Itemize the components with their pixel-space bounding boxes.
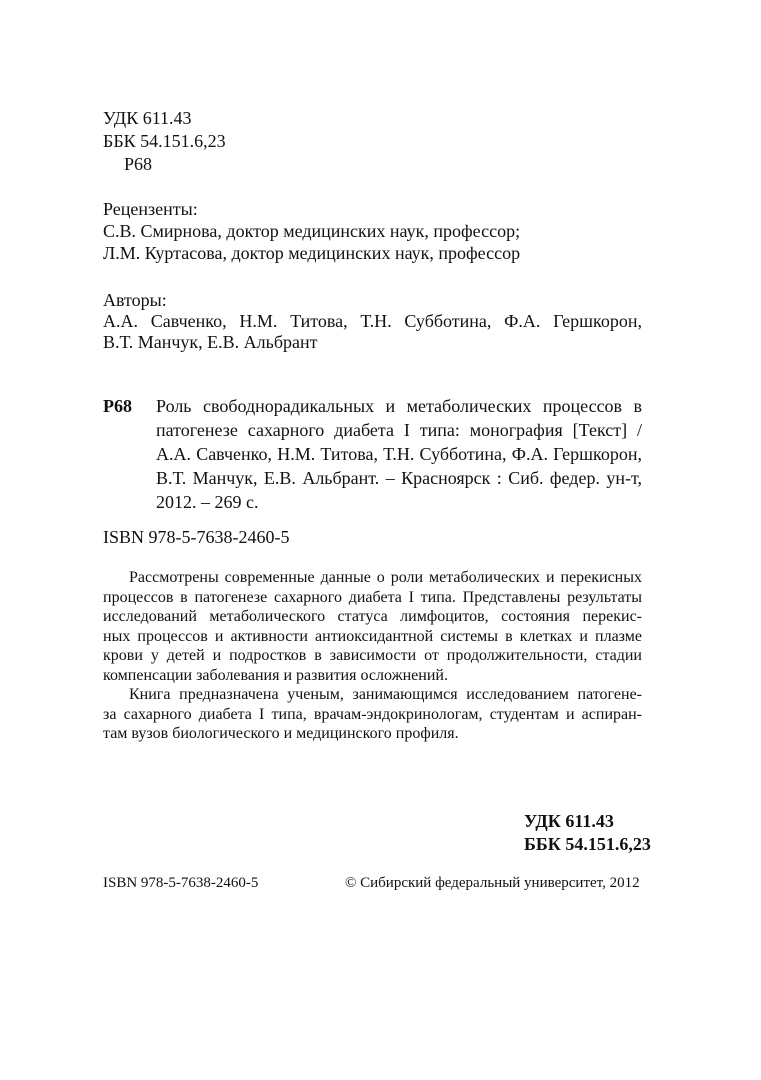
annotation-line: ных процессов и активности антиоксидантной системы в клетках и плазме (103, 627, 642, 645)
annotation-line: компенсации заболевания и развития осложнений. (103, 666, 448, 684)
annotation-line: за сахарного диабета I типа, врачам-эндокринологам, студентам и аспиран- (103, 705, 642, 723)
reviewer-item: Л.М. Куртасова, доктор медицинских наук, профессор (103, 243, 521, 263)
authors-line: В.Т. Манчук, Е.В. Альбрант (103, 332, 318, 352)
author-mark: Р68 (124, 154, 153, 174)
reviewer-item: С.В. Смирнова, доктор медицинских наук, профессор; (103, 221, 521, 241)
annotation-line: исследований метаболического статуса лимфоцитов, состояния перекис- (103, 608, 642, 625)
footer-copyright: © Сибирский федеральный университет, 2012 (345, 875, 640, 891)
annotation (103, 568, 642, 744)
annotation-line: процессов в патогенезе сахарного диабета I типа. Представлены результаты (103, 588, 642, 606)
annotation-line: крови у детей и подростков в зависимости от продолжительности, стадии (103, 647, 642, 664)
isbn: ISBN 978-5-7638-2460-5 (103, 527, 290, 547)
bbk-code: ББК 54.151.6,23 (103, 131, 226, 151)
reviewers-heading: Рецензенты: (103, 199, 198, 219)
bib-line: А.А. Савченко, Н.М. Титова, Т.Н. Субботина, Ф.А. Гершкорон, (156, 444, 642, 464)
footer-udk-code: УДК 611.43 (524, 811, 614, 831)
annotation-line: Рассмотрены современные данные о роли метаболических и перекисных (129, 569, 642, 586)
annotation-line: там вузов биологического и медицинского профиля. (103, 725, 459, 742)
udk-code: УДК 611.43 (103, 108, 192, 128)
authors-line: А.А. Савченко, Н.М. Титова, Т.Н. Субботина, Ф.А. Гершкорон, (103, 311, 642, 331)
annotation-line: Книга предназначена ученым, занимающимся исследованием патогене- (129, 686, 642, 703)
bib-line: В.Т. Манчук, Е.В. Альбрант. – Красноярск : Сиб. федер. ун-т, (156, 468, 642, 488)
bib-line: Роль свободнорадикальных и метаболических процессов в (156, 396, 642, 416)
bib-line: 2012. – 269 с. (156, 492, 259, 512)
footer-bbk-code: ББК 54.151.6,23 (524, 834, 651, 854)
authors-heading: Авторы: (103, 290, 167, 310)
footer-isbn: ISBN 978-5-7638-2460-5 (103, 875, 259, 891)
bib-line: патогенезе сахарного диабета I типа: монография [Текст] / (156, 420, 642, 440)
bib-mark: Р68 (103, 396, 132, 416)
